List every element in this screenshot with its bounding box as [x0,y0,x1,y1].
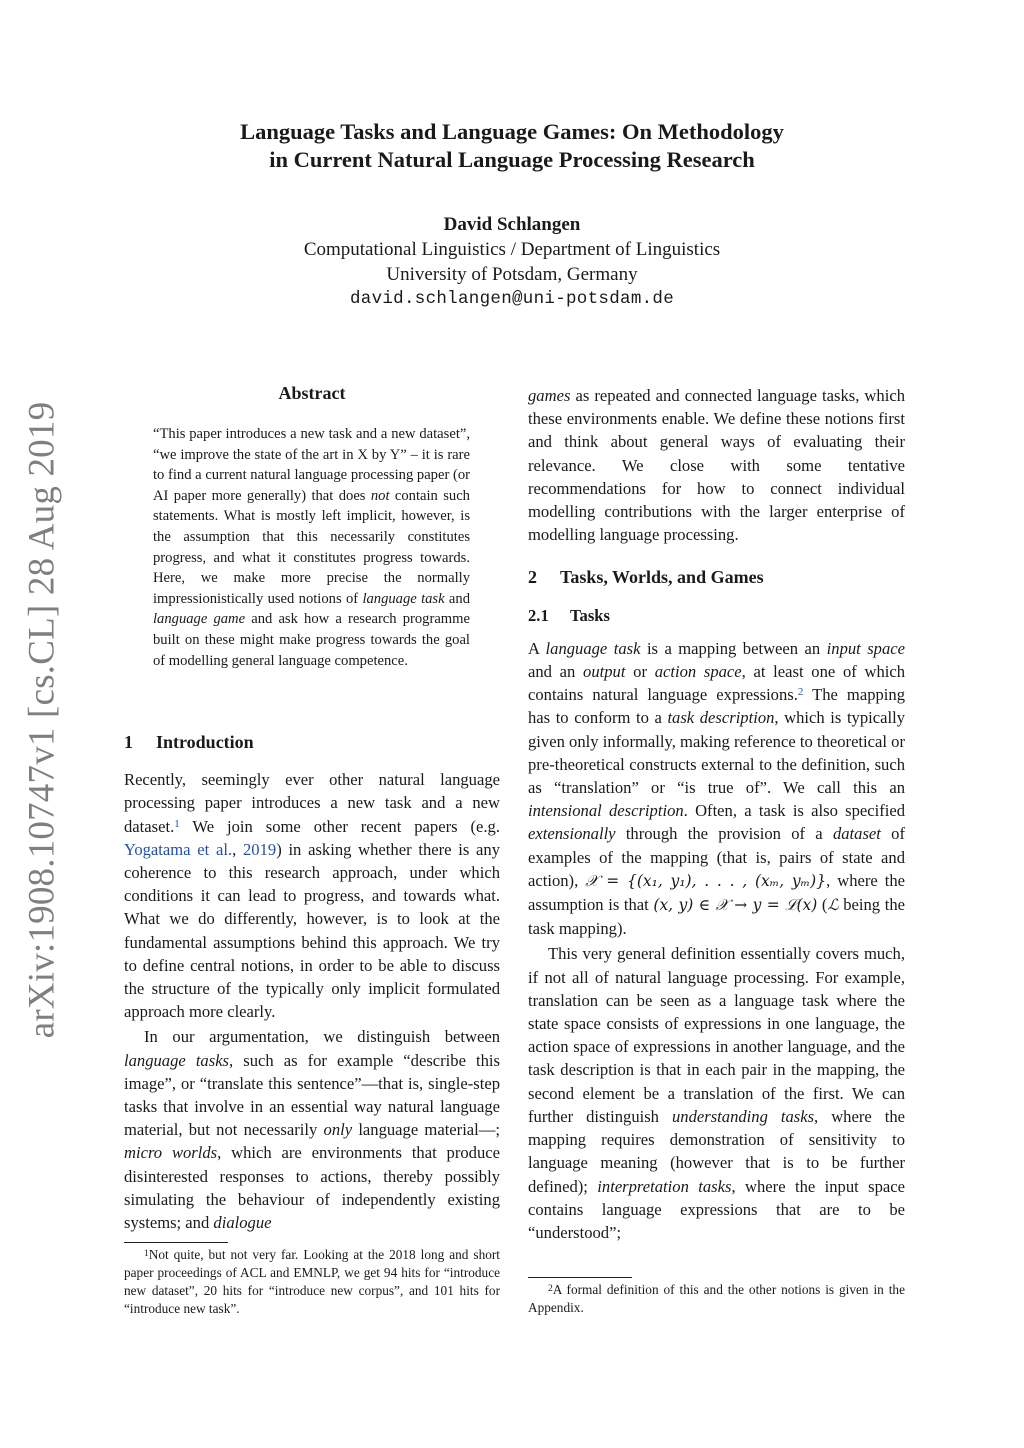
intro-paragraph-2-continued: games as repeated and connected language tasks, which these environments enable. We define these notions first and think about general ways of evaluating their relevance. We close with some tentative recommendations for how to connect individual modelling contributions with the larger enterprise of modelling language processing. [528,386,905,545]
math-dataset: 𝒳 = {(x₁, y₁), . . . , (xₘ, yₘ)} [585,871,827,890]
footnote-rule-right [528,1277,632,1278]
section-heading-tasks-worlds-games: 2 Tasks, Worlds, and Games [528,567,764,588]
paper-title [112,118,912,174]
left-column-body [124,731,500,1234]
tasks-paragraph-1: A language task is a mapping between an input space and an output or action space, at least one of which contains natural language expressions.$^2$ The mapping has to conform to a task description, which is typically given only informally, making reference to theoretical or pre-theoretical constructs external to the definition, such as “translation” or “is true of”. We call this an intensional description. Often, a task is also specified extensionally through the provision of a dataset of examples of the mapping (that is, pairs of state and action), 𝒳 = {(x₁, y₁), . . . , (xₘ, yₘ)}, where the assumption is that (x, y) ∈ 𝒳 → y = ℒ(x) (ℒ being the task mapping). [528,638,906,939]
author-email[interactable]: david.schlangen@uni-potsdam.de [349,289,675,309]
author-block [112,212,912,312]
intro-paragraph-1: Recently, seemingly ever other natural language processing paper introduces a new task and a new dataset.$^1$ We join some other recent papers (e.g. Yogatama et al., 2019) in asking whether there is any coherence to this research approach, under which conditions it can lead to progress, and towards what. What we do differently, however, is to look at the fundamental assumptions behind this approach. We try to define central notions, in order to be able to discuss the structure of the typically only implicit formulated approach more clearly. [124,770,500,1022]
section-heading-introduction: 1 Introduction [124,732,254,752]
intro-paragraph-2: In our argumentation, we distinguish between language tasks, such as for example “describe this image”, or “translate this sentence”—that is, single-step tasks that involve in an essential way natural language material, but not necessarily only language material—; micro worlds, which are environments that produce disinterested responses to actions, thereby possibly simulating the behaviour of independently existing systems; and dialogue [124,1027,500,1233]
footnote-ref-2[interactable]: 2 [797,686,804,699]
title-line-1: Language Tasks and Language Games: On Methodology [240,119,784,144]
author-name: David Schlangen [443,214,581,235]
affiliation-line-1: Computational Linguistics / Department of Linguistics [303,239,721,260]
footnote-1: $^1$Not quite, but not very far. Looking at the 2018 long and short paper proceedings of ACL and EMNLP, we get 94 hits for “introduce new dataset”, 20 hits for “introduce new corpus”, and 101 hits for “introduce new task”. [124,1247,500,1316]
subsection-heading-tasks: 2.1 Tasks [528,605,610,625]
footnote-rule-left [124,1242,228,1243]
affiliation-line-2: University of Potsdam, Germany [386,264,638,285]
citation-link[interactable]: Yogatama et al. [124,839,233,859]
abstract-heading: Abstract [278,383,346,403]
citation-year-link[interactable]: 2019 [243,839,277,859]
right-column-body [528,384,905,1244]
footnote-ref-1[interactable]: 1 [174,817,180,830]
tasks-paragraph-2: This very general definition essentially covers much, if not all of natural language processing. For example, translation can be seen as a language task where the state space consists of expressions in one language, the action space of expressions in another language, and the task description is that in each pair in the mapping, the second element be a translation of the first. We can further distinguish understanding tasks, where the mapping requires demonstration of sensitivity to language meaning (however that is to be further defined); interpretation tasks, where the input space contains language expressions that are to be “understood”; [528,944,906,1242]
math-mapping: (x, y) ∈ 𝒳 → y = ℒ(x) [653,896,818,915]
abstract-text: “This paper introduces a new task and a new dataset”, “we improve the state of the art in X by Y” – it is rare to find a current natural language processing paper (or AI paper more generally) that does not contain such statements. What is mostly left implicit, however, is the assumption that this necessarily constitutes progress, and what it constitutes progress towards. Here, we make more precise the normally impressionistically used notions of language task and language game and ask how a research programme built on these might make progress towards the goal of modelling general language competence. [153,426,470,669]
title-line-2: in Current Natural Language Processing Research [269,147,755,172]
arxiv-stamp: arXiv:1908.10747v1 [cs.CL] 28 Aug 2019 [21,401,63,1039]
footnote-2: $^2$A formal definition of this and the other notions is given in the Appendix. [528,1282,905,1315]
